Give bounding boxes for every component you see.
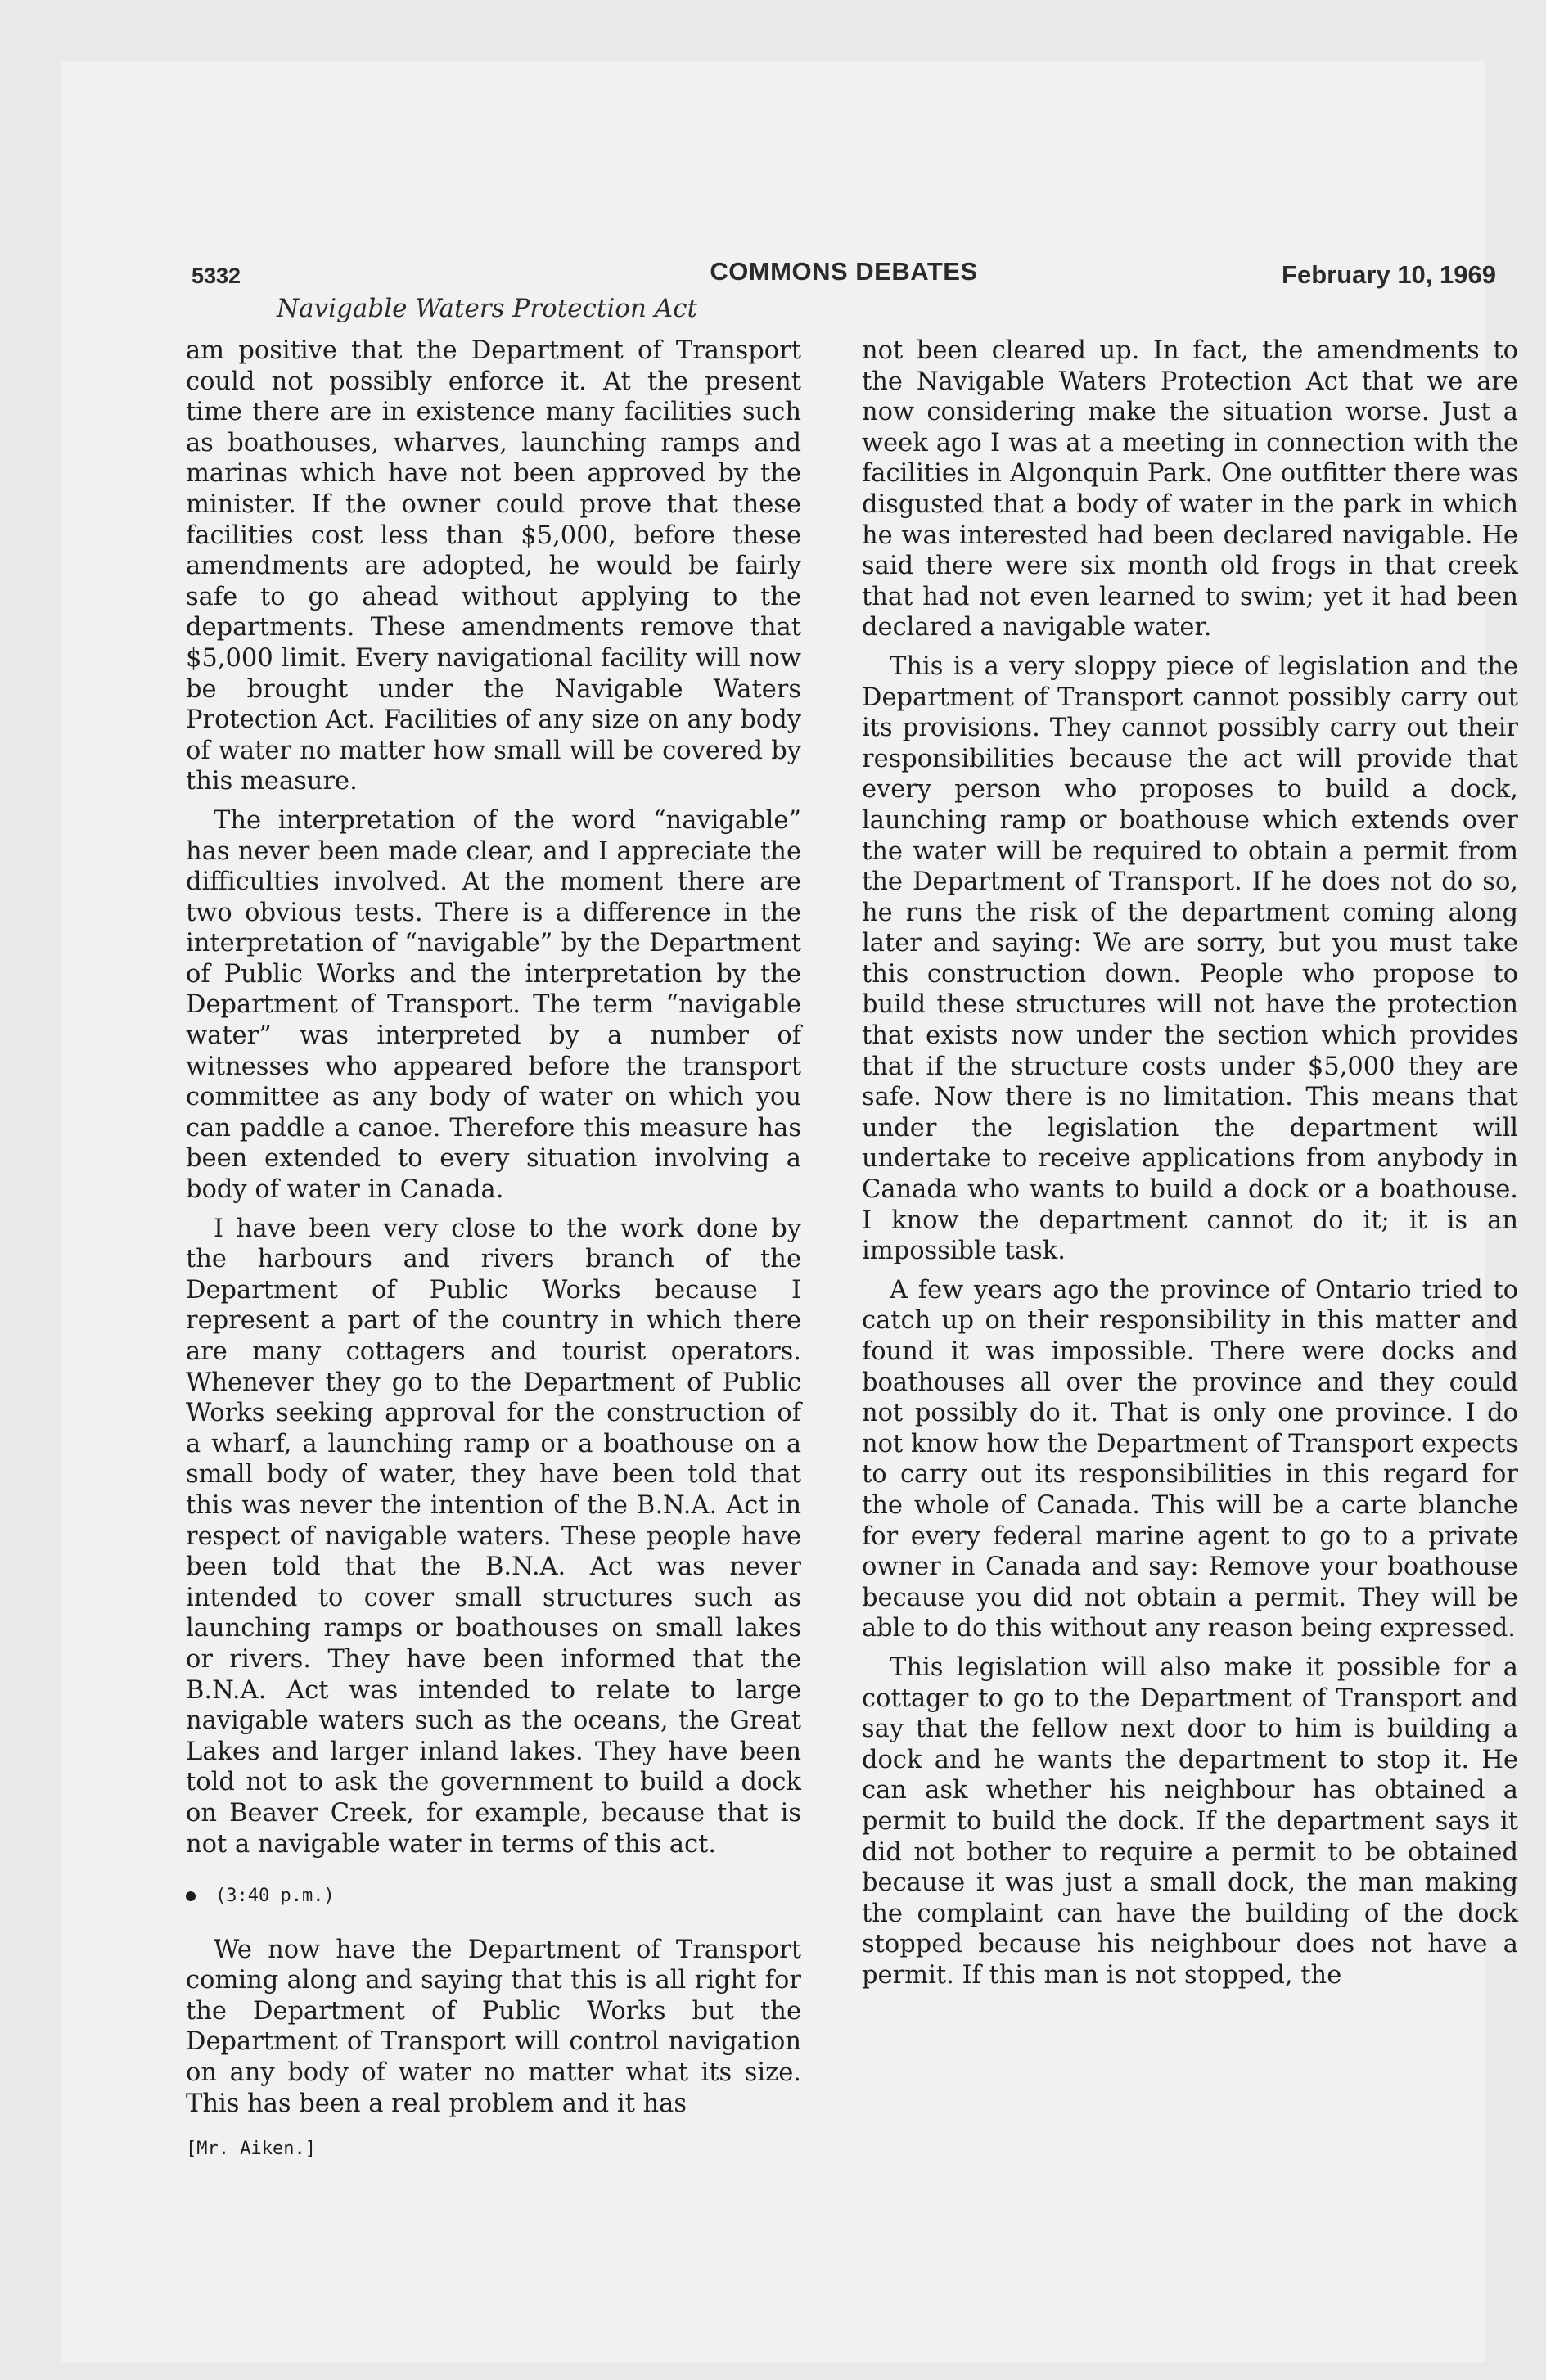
paragraph: The interpretation of the word “navigable” has never been made clear, and I appreciate the difficulties involved. At the moment there are two obvious tests. There is a difference in the interpretation of “navigable” by the Department of Public Works and the interpretation by the Department of Transport. The term “navigable water” was interpreted by a number of witnesses who appeared before the transport committee as any body of water on which you can paddle a canoe. Therefore this measure has been extended to every situation involving a body of water in Canada. — [186, 805, 801, 1205]
page — [61, 61, 1518, 2362]
page-number: 5332 — [192, 264, 241, 288]
paragraph: A few years ago the province of Ontario tried to catch up on their responsibility in this matter and found it was impossible. There were docks and boathouses all over the province and they could not possibly do it. That is only one province. I do not know how the Department of Transport expects to carry out its responsibilities in this regard for the whole of Canada. This will be a carte blanche for every federal marine agent to go to a private owner in Canada and say: Remove your boathouse because you did not obtain a permit. They will be able to do this without any reason being expressed. — [862, 1275, 1518, 1643]
time-marker — [186, 1881, 801, 1912]
section-subtitle: Navigable Waters Protection Act — [277, 294, 697, 323]
page-header — [192, 257, 1496, 298]
paragraph: This is a very sloppy piece of legislation and the Department of Transport cannot possibly carry out its provisions. They cannot possibly carry out their responsibilities because the act will provide that every person who proposes to build a dock, launching ramp or boathouse which extends over the water will be required to obtain a permit from the Department of Transport. If he does not do so, he runs the risk of the department coming along later and saying: We are sorry, but you must take this construction down. People who propose to build these structures will not have the protection that exists now under the section which provides that if the structure costs under $5,000 they are safe. Now there is no limitation. This means that under the legislation the department will undertake to receive applications from anybody in Canada who wants to build a dock or a boathouse. I know the department cannot do it; it is an impossible task. — [862, 651, 1518, 1266]
paragraph: We now have the Department of Transport coming along and saying that this is all right for the Department of Public Works but the Department of Transport will control navigation on any body of water no matter what its size. This has been a real problem and it has — [186, 1935, 801, 2118]
publication-title: COMMONS DEBATES — [710, 257, 978, 286]
speaker-attribution: [Mr. Aiken.] — [186, 2139, 316, 2160]
paragraph: am positive that the Department of Transport could not possibly enforce it. At the present time there are in existence many facilities such as boathouses, wharves, launching ramps and marinas which have not been approved by the minister. If the owner could prove that these facilities cost less than $5,000, before these amendments are adopted, he would be fairly safe to go ahead without applying to the departments. These amendments remove that $5,000 limit. Every navigational facility will now be brought under the Navigable Waters Protection Act. Facilities of any size on any body of water no matter how small will be covered by this measure. — [186, 336, 801, 796]
publication-date: February 10, 1969 — [1282, 260, 1496, 289]
left-column — [186, 336, 801, 2165]
paragraph: I have been very close to the work done by the harbours and rivers branch of the Department of Public Works because I represent a part of the country in which there are many cottagers and tourist operators. Whenever they go to the Department of Public Works seeking approval for the construction of a wharf, a launching ramp or a boathouse on a small body of water, they have been told that this was never the intention of the B.N.A. Act in respect of navigable waters. These people have been told that the B.N.A. Act was never intended to cover small structures such as launching ramps or boathouses on small lakes or rivers. They have been informed that the B.N.A. Act was intended to relate to large navigable waters such as the oceans, the Great Lakes and larger inland lakes. They have been told not to ask the government to build a dock on Beaver Creek, for example, because that is not a navigable water in terms of this act. — [186, 1214, 801, 1859]
paragraph: This legislation will also make it possible for a cottager to go to the Department of Transport and say that the fellow next door to him is building a dock and he wants the department to stop it. He can ask whether his neighbour has obtained a permit to build the dock. If the department says it did not bother to require a permit to be obtained because it was just a small dock, the man making the complaint can have the building of the dock stopped because his neighbour does not have a permit. If this man is not stopped, the — [862, 1652, 1518, 1990]
bullet-icon — [186, 1891, 196, 1901]
right-column — [862, 336, 1518, 1990]
time-stamp: (3:40 p.m.) — [215, 1886, 335, 1907]
paragraph: not been cleared up. In fact, the amendments to the Navigable Waters Protection Act that we are now considering make the situation worse. Just a week ago I was at a meeting in connection with the facilities in Algonquin Park. One outfitter there was disgusted that a body of water in the park in which he was interested had been declared navigable. He said there were six month old frogs in that creek that had not even learned to swim; yet it had been declared a navigable water. — [862, 336, 1518, 642]
